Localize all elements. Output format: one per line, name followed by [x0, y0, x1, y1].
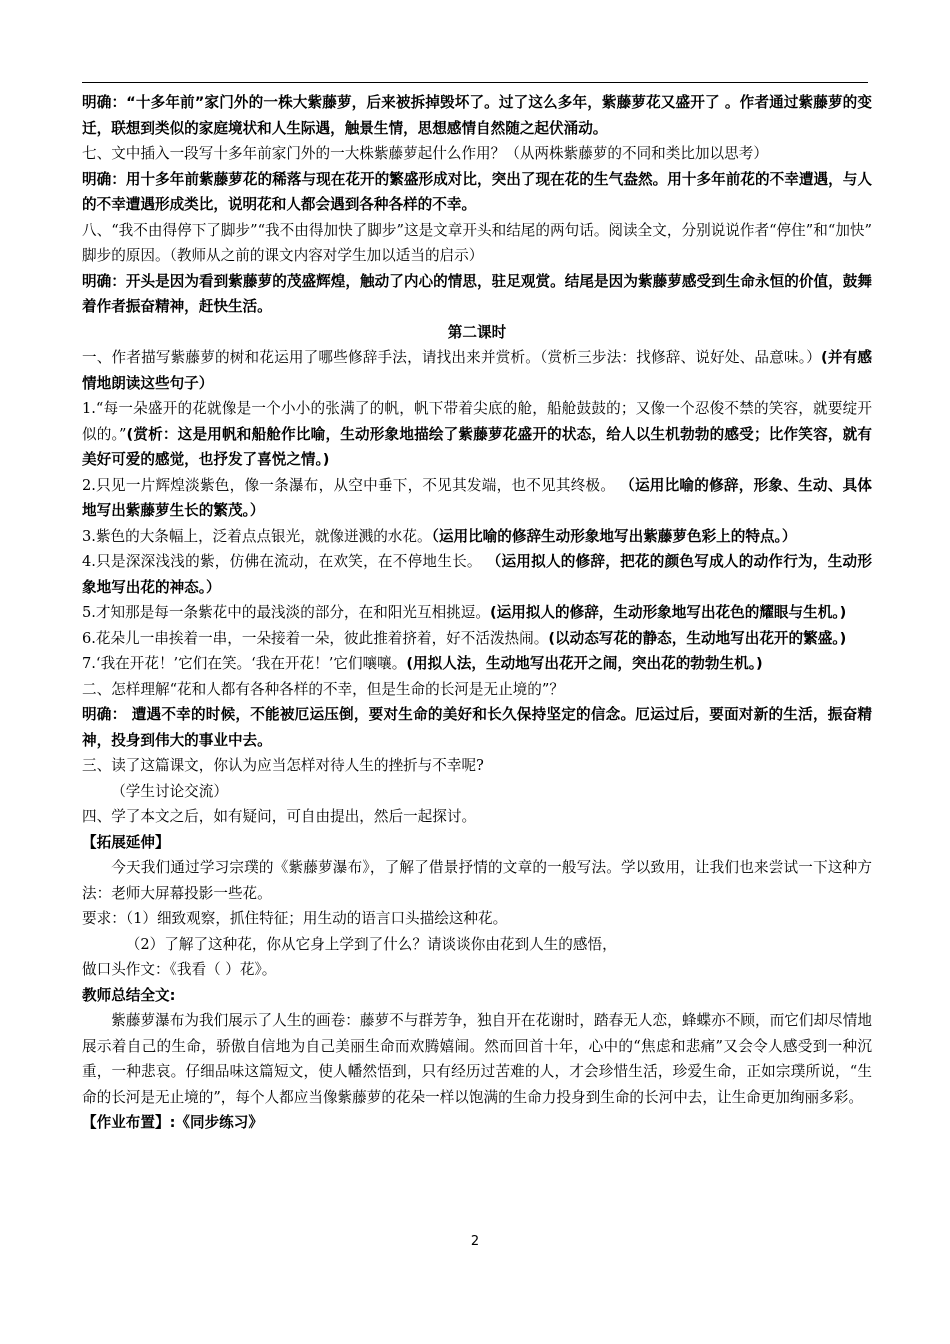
question-4: 四、学了本文之后，如有疑问，可自由提出，然后一起探讨。 — [82, 808, 477, 825]
summary-paragraph: 紫藤萝瀑布为我们展示了人生的画卷：藤萝不与群芳争，独自开在花谢时，踏春无人恋，蜂蝶亦不顾，而它们却尽情地展示着自己的生命，骄傲自信地为自己美丽生命而欢腾嬉闹。然而回首十年，心中的“焦虑和悲痛”又会令人感受到一种沉重，一种悲哀。仔细品味这篇短文，使人幡然悟到，只有经历过苦难的人，才会珍惜生活，珍爱生命，正如宗璞所说，“生命的长河是无止境的”，每个人都应当像紫藤萝的花朵一样以饱满的生命力投身到生命的长河中去，让生命更加绚丽多彩。 — [82, 1012, 872, 1106]
page-number: 2 — [470, 1234, 480, 1249]
answer-7: 明确：用十多年前紫藤萝花的稀落与现在花开的繁盛形成对比，突出了现在花的生气盎然。用十多年前花的不幸遭遇，与人的不幸遭遇形成类比，说明花和人都会遇到各种各样的不幸。 — [82, 170, 872, 213]
question-7: 七、文中插入一段写十多年前家门外的一大株紫藤萝起什么作用？（从两株紫藤萝的不同和类比加以思考） — [82, 145, 768, 162]
requirement-2: （2）了解了这种花，你从它身上学到了什么？请谈谈你由花到人生的感悟， — [125, 935, 617, 953]
summary-heading: 教师总结全文: — [82, 986, 176, 1004]
question-8: 八、“我不由得停下了脚步”“我不由得加快了脚步”这是文章开头和结尾的两句话。阅读全文，分别说说作者“停住”和“加快” 脚步的原因。（教师从之前的课文内容对学生加以适当的启示） — [82, 221, 872, 264]
question-1: 一、作者描写紫藤萝的树和花运用了哪些修辞手法，请找出来并赏析。（赏析三步法：找修辞、说好处、品意味。）(并有感情地朗读这些句子） — [82, 349, 872, 392]
document-body — [82, 90, 872, 1136]
sentence-3: 3.紫色的大条幅上，泛着点点银光，就像迸溅的水花。（运用比喻的修辞生动形象地写出紫藤萝色彩上的特点。） — [82, 527, 797, 545]
answer-8: 明确：开头是因为看到紫藤萝的茂盛辉煌，触动了内心的情思，驻足观赏。结尾是因为紫藤萝感受到生命永恒的价值，鼓舞着作者振奋精神，赶快生活。 — [82, 272, 872, 315]
question-3: 三、读了这篇课文，你认为应当怎样对待人生的挫折与不幸呢? — [82, 757, 484, 774]
requirement-3: 做口头作文：《我看（ ）花》。 — [82, 961, 277, 978]
sentence-1: 1.“每一朵盛开的花就像是一个小小的张满了的帆，帆下带着尖底的舱，船舱鼓鼓的；又像一个忍俊不禁的笑容，就要绽开似的。”(赏析：这是用帆和船舱作比喻，生动形象地描绘了紫藤萝花盛开的状态，给人以生机勃勃的感受；比作笑容，就有美好可爱的感觉，也抒发了喜悦之情。) — [82, 400, 872, 468]
sentence-4: 4.只是深深浅浅的紫，仿佛在流动，在欢笑，在不停地生长。 （运用拟人的修辞，把花的颜色写成人的动作行为，生动形象地写出花的神态。） — [82, 553, 872, 596]
homework-line: 【作业布置】:《同步练习》 — [82, 1114, 263, 1131]
sentence-6: 6.花朵儿一串挨着一串，一朵接着一朵，彼此推着挤着，好不活泼热闹。(以动态写花的静态，生动地写出花开的繁盛。) — [82, 629, 847, 647]
answer-paragraph: 明确：“十多年前”家门外的一株大紫藤萝，后来被拆掉毁坏了。过了这么多年，紫藤萝花又盛开了 。作者通过紫藤萝的变迁，联想到类似的家庭境状和人生际遇，触景生情，思想感情自然随之起伏涌动。 — [82, 94, 872, 137]
header-rule — [82, 82, 868, 83]
question-3-note: （学生讨论交流） — [111, 782, 228, 800]
question-2: 二、怎样理解“花和人都有各种各样的不幸，但是生命的长河是无止境的”？ — [82, 680, 564, 698]
sentence-2: 2.只见一片辉煌淡紫色，像一条瀑布，从空中垂下，不见其发端，也不见其终极。 （运用比喻的修辞，形象、生动、具体地写出紫藤萝生长的繁茂。） — [82, 476, 872, 519]
extension-paragraph: 今天我们通过学习宗璞的《紫藤萝瀑布》，了解了借景抒情的文章的一般写法。学以致用，让我们也来尝试一下这种方法：老师大屏幕投影一些花。 — [82, 859, 872, 902]
extension-heading: 【拓展延伸】 — [82, 833, 170, 851]
sentence-5: 5.才知那是每一条紫花中的最浅淡的部分，在和阳光互相挑逗。(运用拟人的修辞，生动形象地写出花色的耀眼与生机。) — [82, 604, 847, 621]
section-heading-lesson-2: 第二课时 — [447, 323, 507, 341]
sentence-7: 7.‘我在开花！’它们在笑。‘我在开花！’它们嚷嚷。(用拟人法，生动地写出花开之闹，突出花的勃勃生机。) — [82, 655, 763, 672]
answer-2: 明确： 遭遇不幸的时候，不能被厄运压倒，要对生命的美好和长久保持坚定的信念。厄运过后，要面对新的生活，振奋精神，投身到伟大的事业中去。 — [82, 706, 872, 749]
requirement-1: 要求：（1）细致观察，抓住特征；用生动的语言口头描绘这种花。 — [82, 910, 508, 927]
